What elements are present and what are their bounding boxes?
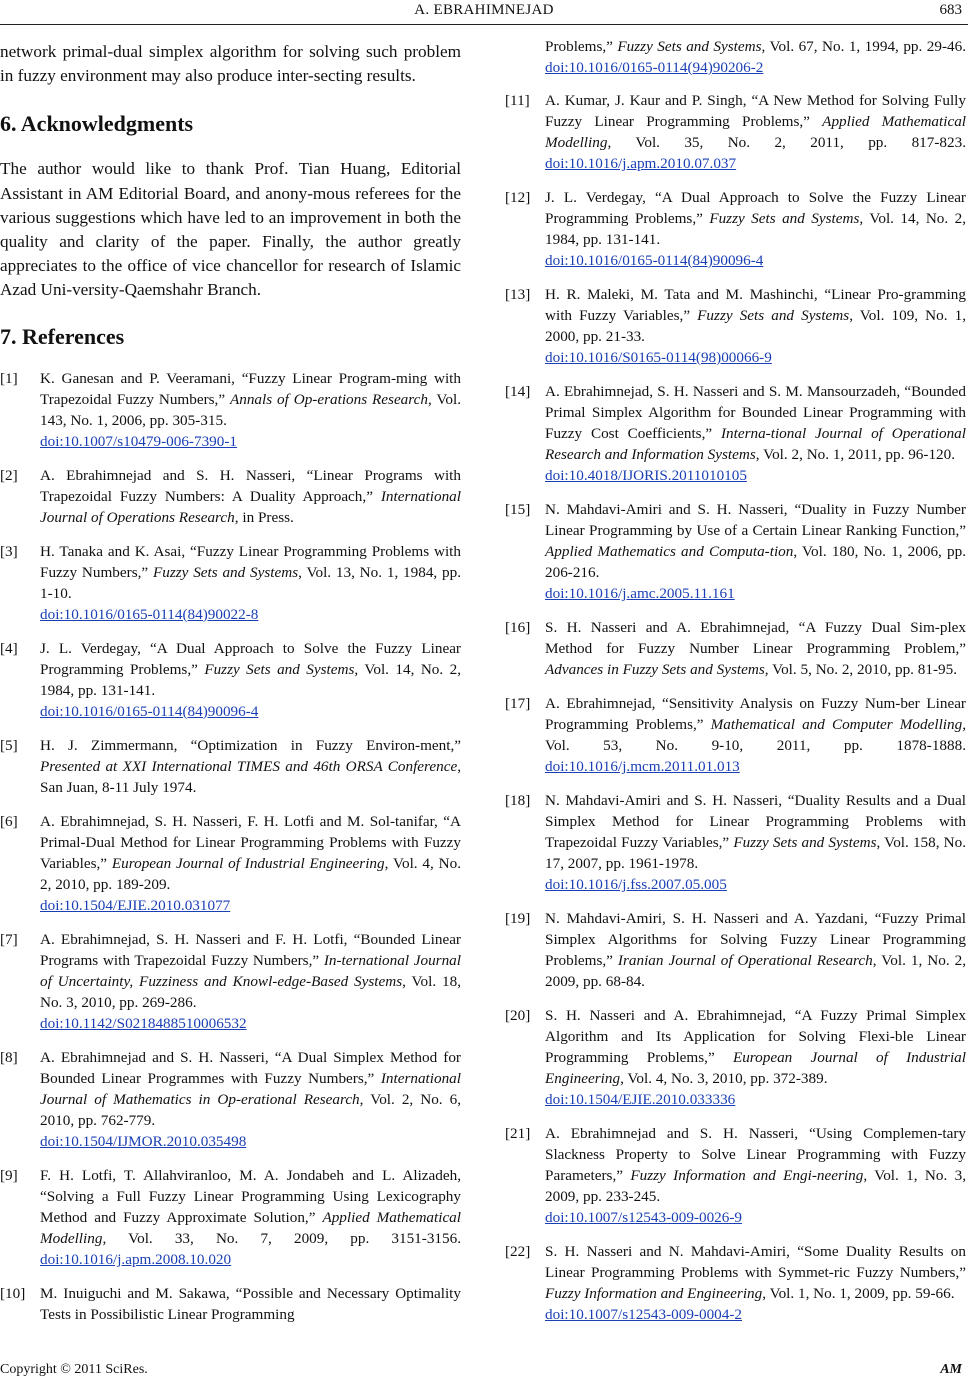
reference-item — [0, 1047, 461, 1152]
reference-item — [0, 929, 461, 1034]
reference-doi-link[interactable]: doi:10.1016/0165-0114(84)90096-4 — [545, 252, 764, 269]
reference-details: , Vol. 13, No. 1, 1984, pp. 1-10. — [40, 563, 462, 602]
reference-text — [545, 36, 966, 78]
reference-doi-link[interactable]: doi:10.1142/S0218488510006532 — [40, 1014, 247, 1032]
reference-details: , Vol. 4, No. 3, 2010, pp. 372-389. — [620, 1070, 828, 1087]
reference-number — [505, 36, 545, 78]
reference-text — [40, 811, 461, 916]
reference-text — [545, 693, 966, 777]
acknowledgments-paragraph: The author would like to thank Prof. Tian Huang, Editorial Assistant in AM Editorial Board, and anony-mous referees for the various suggestions which have led to an improvement in both the quality and clarity of the paper. Finally, the author greatly appreciates to the office of vice chancellor for research of Islamic Azad Uni-versity-Qaemshahr Branch. — [0, 159, 461, 300]
reference-authors-title: H. J. Zimmermann, “Optimization in Fuzzy Environ-ment,” — [40, 736, 461, 754]
reference-item — [505, 1123, 966, 1228]
reference-authors-title: N. Mahdavi-Amiri, S. H. Nasseri and A. Yazdani, “Fuzzy Primal Simplex Algorithms for Solving Fuzzy Linear Programming Problems,” — [545, 910, 966, 969]
reference-authors-title: A. Ebrahimnejad and S. H. Nasseri, “Using Complemen-tary Slackness Property to Solve Linear Programming with Fuzzy Parameters,” — [545, 1125, 966, 1184]
reference-journal: Presented at XXI International TIMES and 46th ORSA Conference — [40, 757, 458, 775]
reference-journal: Iranian Journal of Operational Research — [617, 952, 873, 969]
reference-authors-title: A. Ebrahimnejad, “Sensitivity Analysis on Fuzzy Num-ber Linear Programming Problems,” — [545, 695, 966, 733]
reference-details: , Vol. 33, No. 7, 2009, pp. 3151-3156. — [102, 1229, 461, 1247]
reference-authors-title: J. L. Verdegay, “A Dual Approach to Solve the Fuzzy Linear Programming Problems,” — [40, 639, 461, 678]
reference-journal: Fuzzy Sets and Systems — [152, 563, 299, 581]
reference-authors-title: N. Mahdavi-Amiri and S. H. Nasseri, “Duality Results and a Dual Simplex Method for Linear Programming Problems with Trapezoidal Fuzzy Variables,” — [545, 792, 966, 851]
reference-authors-title: S. H. Nasseri and A. Ebrahimnejad, “A Fuzzy Dual Sim-plex Method for Fuzzy Number Linear Programming Problem,” — [545, 619, 966, 657]
reference-number: [14] — [505, 383, 531, 400]
reference-details: , Vol. 2, No. 6, 2010, pp. 762-779. — [40, 1090, 461, 1129]
reference-journal: Applied Mathematical Modelling — [40, 1208, 461, 1247]
reference-item — [505, 284, 966, 368]
reference-item — [505, 499, 966, 604]
running-header-author: A. EBRAHIMNEJAD — [414, 2, 554, 18]
reference-item — [0, 811, 461, 916]
header-rule — [0, 24, 968, 25]
reference-authors-title: A. Ebrahimnejad, S. H. Nasseri and F. H. Lotfi, “Bounded Linear Programs with Trapezoidal Fuzzy Numbers,” — [40, 930, 461, 969]
reference-journal: European Journal of Industrial Engineering — [111, 854, 385, 872]
reference-number: [21] — [505, 1125, 531, 1142]
reference-item — [0, 465, 461, 528]
reference-authors-title: A. Ebrahimnejad, S. H. Nasseri, F. H. Lotfi and M. Sol-tanifar, “A Primal-Dual Method for Linear Programming Problems with Fuzzy Variables,” — [40, 812, 461, 872]
reference-authors-title: A. Ebrahimnejad and S. H. Nasseri, “Linear Programs with Trapezoidal Fuzzy Numbers: A Duality Approach,” — [40, 466, 461, 505]
reference-doi-link[interactable]: doi:10.1016/0165-0114(94)90206-2 — [545, 59, 764, 76]
reference-doi-link[interactable]: doi:10.1016/j.apm.2008.10.020 — [40, 1250, 232, 1268]
reference-details: , Vol. 14, No. 2, 1984, pp. 131-141. — [40, 660, 462, 699]
reference-number: [16] — [505, 619, 531, 636]
reference-text — [545, 284, 966, 368]
reference-journal: Interna-tional Journal of Operational Research and Information Systems — [545, 425, 966, 463]
reference-item — [505, 908, 966, 992]
acknowledgments-heading: 6. Acknowledgments — [0, 111, 194, 137]
reference-journal: Fuzzy Sets and Systems — [204, 660, 355, 678]
reference-details: , San Juan, 8-11 July 1974. — [40, 757, 461, 796]
reference-text — [40, 368, 461, 452]
left-column — [0, 40, 461, 1325]
reference-details: , Vol. 2, No. 1, 2011, pp. 96-120. — [755, 446, 956, 463]
reference-details: , Vol. 158, No. 17, 2007, pp. 1961-1978. — [545, 834, 967, 872]
reference-journal: Mathematical and Computer Modelling — [710, 716, 963, 733]
reference-details: , Vol. 5, No. 2, 2010, pp. 81-95. — [764, 661, 958, 678]
reference-journal: Fuzzy Sets and Systems — [617, 38, 762, 55]
copyright-footer: Copyright © 2011 SciRes. — [0, 1362, 148, 1377]
reference-text — [545, 1241, 966, 1325]
reference-authors-title: Problems,” — [545, 38, 618, 55]
reference-number: [1] — [0, 369, 18, 387]
reference-text — [40, 1165, 461, 1270]
reference-details: , Vol. 4, No. 2, 2010, pp. 189-209. — [40, 854, 462, 893]
reference-details: , Vol. 18, No. 3, 2010, pp. 269-286. — [40, 972, 461, 1011]
reference-text — [40, 465, 461, 528]
reference-authors-title: A. Kumar, J. Kaur and P. Singh, “A New Method for Solving Fully Fuzzy Linear Programming Problems,” — [545, 92, 966, 130]
reference-authors-title: K. Ganesan and P. Veeramani, “Fuzzy Linear Program-ming with Trapezoidal Fuzzy Numbers,” — [40, 369, 461, 408]
reference-authors-title: A. Ebrahimnejad, S. H. Nasseri and S. M. Mansourzadeh, “Bounded Primal Simplex Algorithm for Bounded Linear Programming with Fuzzy Cost Coefficients,” — [545, 383, 966, 442]
reference-text — [545, 617, 966, 680]
reference-authors-title: J. L. Verdegay, “A Dual Approach to Solve the Fuzzy Linear Programming Problems,” — [545, 189, 966, 227]
reference-number: [7] — [0, 930, 18, 948]
reference-doi-link[interactable]: doi:10.1016/0165-0114(84)90096-4 — [40, 702, 259, 720]
reference-authors-title: N. Mahdavi-Amiri and S. H. Nasseri, “Duality in Fuzzy Number Linear Programming by Use of a Certain Linear Ranking Function,” — [545, 501, 966, 539]
reference-text — [545, 1005, 966, 1110]
reference-number: [20] — [505, 1007, 531, 1024]
reference-text — [545, 1123, 966, 1228]
reference-item — [0, 541, 461, 625]
reference-list-left — [0, 368, 461, 1325]
reference-authors-title: S. H. Nasseri and N. Mahdavi-Amiri, “Some Duality Results on Linear Programming Problems with Symmet-ric Fuzzy Numbers,” — [545, 1243, 966, 1281]
reference-text — [40, 735, 461, 798]
reference-number: [11] — [505, 92, 530, 109]
reference-journal: Annals of Op-erations Research — [229, 390, 428, 408]
reference-journal: International Journal of Operations Research — [40, 487, 461, 526]
reference-doi-link[interactable]: doi:10.1007/s10479-006-7390-1 — [40, 432, 238, 450]
reference-journal: European Journal of Industrial Engineering — [545, 1049, 966, 1087]
reference-item — [0, 1283, 461, 1325]
reference-item — [505, 36, 966, 78]
reference-details: , Vol. 109, No. 1, 2000, pp. 21-33. — [545, 307, 967, 345]
reference-details: , Vol. 14, No. 2, 1984, pp. 131-141. — [545, 210, 967, 248]
reference-item — [505, 1005, 966, 1110]
reference-journal: Applied Mathematics and Computa-tion — [545, 543, 794, 560]
reference-text — [545, 499, 966, 604]
reference-list-right — [505, 36, 966, 1325]
reference-text — [545, 790, 966, 895]
reference-item — [505, 90, 966, 174]
reference-authors-title: H. R. Maleki, M. Tata and M. Mashinchi, “Linear Pro-gramming with Fuzzy Variables,” — [545, 286, 966, 324]
reference-text — [40, 929, 461, 1034]
reference-number: [17] — [505, 695, 531, 712]
reference-journal: Fuzzy Sets and Systems — [709, 210, 860, 227]
reference-details: , Vol. 1, No. 1, 2009, pp. 59-66. — [762, 1285, 955, 1302]
journal-abbrev: AM — [940, 1362, 962, 1377]
reference-number: [2] — [0, 466, 18, 484]
reference-number: [8] — [0, 1048, 18, 1066]
reference-journal: Fuzzy Information and Engineering — [545, 1285, 763, 1302]
reference-number: [4] — [0, 639, 18, 657]
reference-doi-link[interactable]: doi:10.1016/j.amc.2005.11.161 — [545, 585, 735, 602]
reference-item — [505, 693, 966, 777]
reference-authors-title: M. Inuiguchi and M. Sakawa, “Possible and Necessary Optimality Tests in Possibilistic Linear Programming — [40, 1284, 461, 1323]
reference-item — [505, 187, 966, 271]
reference-details: , Vol. 53, No. 9-10, 2011, pp. 1878-1888. — [545, 716, 967, 754]
reference-journal: Fuzzy Sets and Systems — [733, 834, 877, 851]
reference-number: [12] — [505, 189, 531, 206]
reference-doi-link[interactable]: doi:10.4018/IJORIS.2011010105 — [545, 467, 747, 484]
reference-item — [505, 790, 966, 895]
reference-doi-link[interactable]: doi:10.1016/j.mcm.2011.01.013 — [545, 758, 740, 775]
reference-number: [6] — [0, 812, 18, 830]
reference-text — [545, 187, 966, 271]
reference-item — [505, 1241, 966, 1325]
references-heading: 7. References — [0, 323, 125, 349]
reference-text — [40, 1283, 461, 1325]
reference-item — [0, 638, 461, 722]
reference-doi-link[interactable]: doi:10.1504/EJIE.2010.033336 — [545, 1091, 736, 1108]
intro-paragraph: network primal-dual simplex algorithm for solving such problem in fuzzy environment may also produce inter-secting results. — [0, 42, 461, 86]
reference-doi-link[interactable]: doi:10.1016/S0165-0114(98)00066-9 — [545, 349, 772, 366]
reference-text — [40, 541, 461, 625]
reference-doi-link[interactable]: doi:10.1016/j.apm.2010.07.037 — [545, 155, 737, 172]
reference-journal: Applied Mathematical Modelling — [545, 113, 967, 151]
reference-number: [3] — [0, 542, 18, 560]
reference-text — [40, 638, 461, 722]
reference-item — [0, 368, 461, 452]
reference-details: , Vol. 1, No. 3, 2009, pp. 233-245. — [545, 1167, 966, 1205]
reference-details: , Vol. 180, No. 1, 2006, pp. 206-216. — [545, 543, 966, 581]
page-number: 683 — [939, 2, 962, 18]
reference-journal: Advances in Fuzzy Sets and Systems — [545, 661, 765, 678]
reference-item — [0, 735, 461, 798]
right-column — [505, 36, 966, 1338]
reference-journal: Fuzzy Information and Engi-neering — [630, 1167, 864, 1184]
reference-doi-link[interactable]: doi:10.1504/EJIE.2010.031077 — [40, 896, 231, 914]
reference-number: [10] — [0, 1284, 26, 1302]
reference-doi-link[interactable]: doi:10.1504/IJMOR.2010.035498 — [40, 1132, 247, 1150]
reference-details: , Vol. 1, No. 2, 2009, pp. 68-84. — [545, 952, 967, 990]
reference-doi-link[interactable]: doi:10.1007/s12543-009-0004-2 — [545, 1306, 743, 1323]
reference-text — [545, 381, 966, 486]
reference-text — [40, 1047, 461, 1152]
reference-details: , in Press. — [234, 508, 294, 526]
reference-doi-link[interactable]: doi:10.1007/s12543-009-0026-9 — [545, 1209, 743, 1226]
reference-number: [13] — [505, 286, 531, 303]
reference-number: [22] — [505, 1243, 531, 1260]
reference-item — [505, 617, 966, 680]
reference-text — [545, 908, 966, 992]
reference-doi-link[interactable]: doi:10.1016/0165-0114(84)90022-8 — [40, 605, 259, 623]
reference-number: [5] — [0, 736, 18, 754]
reference-authors-title: H. Tanaka and K. Asai, “Fuzzy Linear Programming Problems with Fuzzy Numbers,” — [40, 542, 461, 581]
reference-journal: International Journal of Mathematics in Op-erational Research — [40, 1069, 461, 1108]
reference-details: , Vol. 143, No. 1, 2006, pp. 305-315. — [40, 390, 461, 429]
reference-number: [15] — [505, 501, 531, 518]
reference-journal: In-ternational Journal of Uncertainty, Fuzziness and Knowl-edge-Based Systems — [40, 951, 461, 990]
reference-details: , Vol. 35, No. 2, 2011, pp. 817-823. — [607, 134, 966, 151]
reference-number: [9] — [0, 1166, 18, 1184]
reference-number: [18] — [505, 792, 531, 809]
reference-item — [505, 381, 966, 486]
reference-details: , Vol. 67, No. 1, 1994, pp. 29-46. — [761, 38, 966, 55]
reference-text — [545, 90, 966, 174]
reference-authors-title: F. H. Lotfi, T. Allahviranloo, M. A. Jondabeh and L. Alizadeh, “Solving a Full Fuzzy Linear Programming Using Lexicography Method and Fuzzy Approximate Solution,” — [40, 1166, 461, 1226]
reference-authors-title: A. Ebrahimnejad and S. H. Nasseri, “A Dual Simplex Method for Bounded Linear Programmes with Fuzzy Numbers,” — [40, 1048, 461, 1087]
reference-number: [19] — [505, 910, 531, 927]
reference-item — [0, 1165, 461, 1270]
reference-authors-title: S. H. Nasseri and A. Ebrahimnejad, “A Fuzzy Primal Simplex Algorithm and Its Application for Solving Flexi-ble Linear Programming Problems,” — [545, 1007, 966, 1066]
reference-journal: Fuzzy Sets and Systems — [697, 307, 850, 324]
reference-doi-link[interactable]: doi:10.1016/j.fss.2007.05.005 — [545, 876, 727, 893]
